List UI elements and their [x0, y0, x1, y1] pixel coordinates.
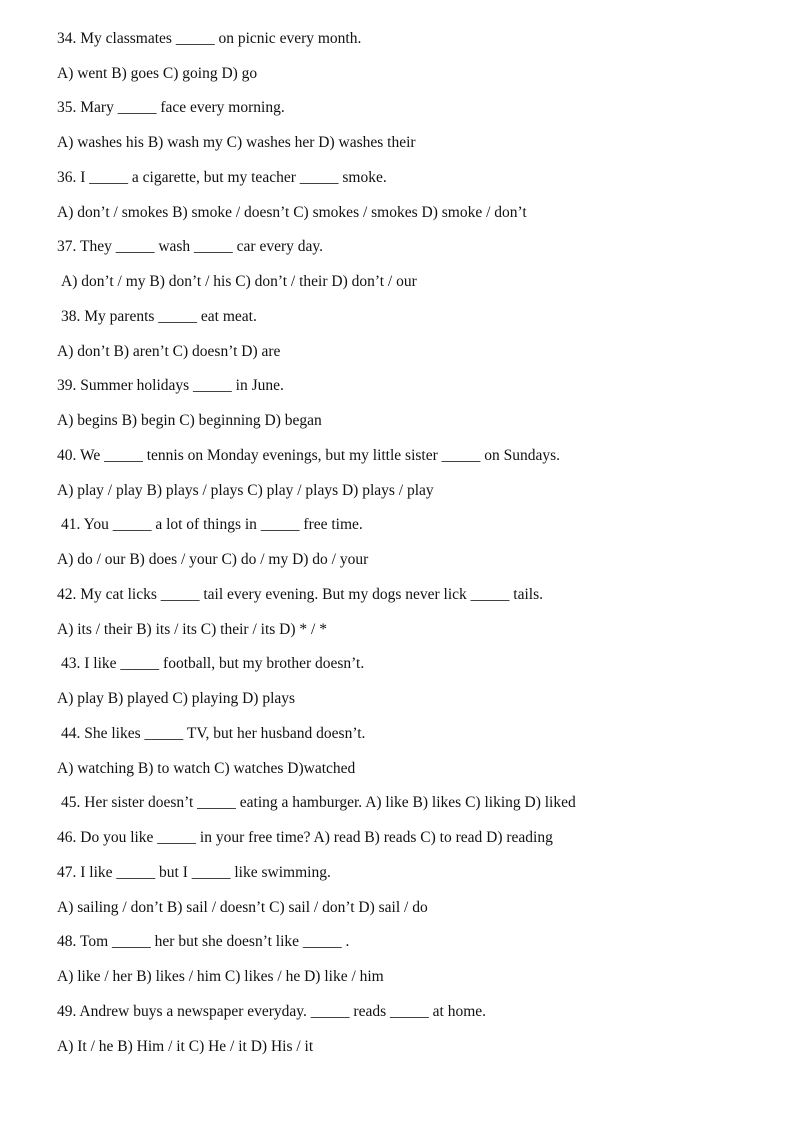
options-37: A) don’t / my B) don’t / his C) don’t / their D) don’t / our — [61, 273, 417, 290]
question-47: 47. I like _____ but I _____ like swimming. — [57, 864, 331, 881]
options-40: A) play / play B) plays / plays C) play / plays D) plays / play — [57, 482, 434, 499]
options-49: A) It / he B) Him / it C) He / it D) His / it — [57, 1038, 314, 1055]
options-44: A) watching B) to watch C) watches D)watched — [57, 760, 356, 777]
question-44: 44. She likes _____ TV, but her husband doesn’t. — [61, 725, 366, 742]
options-47: A) sailing / don’t B) sail / doesn’t C) sail / don’t D) sail / do — [57, 899, 428, 916]
question-41: 41. You _____ a lot of things in _____ free time. — [61, 516, 363, 533]
options-35: A) washes his B) wash my C) washes her D) washes their — [57, 134, 416, 151]
question-43: 43. I like _____ football, but my brother doesn’t. — [61, 655, 365, 672]
question-40: 40. We _____ tennis on Monday evenings, but my little sister _____ on Sundays. — [57, 447, 561, 464]
options-38: A) don’t B) aren’t C) doesn’t D) are — [57, 343, 281, 360]
question-36: 36. I _____ a cigarette, but my teacher _____ smoke. — [57, 169, 387, 186]
options-43: A) play B) played C) playing D) plays — [57, 690, 296, 707]
options-39: A) begins B) begin C) beginning D) began — [57, 412, 322, 429]
question-38: 38. My parents _____ eat meat. — [61, 308, 257, 325]
options-41: A) do / our B) does / your C) do / my D) do / your — [57, 551, 369, 568]
question-49: 49. Andrew buys a newspaper everyday. _____ reads _____ at home. — [57, 1003, 487, 1020]
question-37: 37. They _____ wash _____ car every day. — [57, 238, 324, 255]
question-48: 48. Tom _____ her but she doesn’t like _____ . — [57, 933, 350, 950]
question-34: 34. My classmates _____ on picnic every month. — [57, 30, 362, 47]
question-45: 45. Her sister doesn’t _____ eating a hamburger. A) like B) likes C) liking D) liked — [61, 794, 576, 811]
options-48: A) like / her B) likes / him C) likes / he D) like / him — [57, 968, 384, 985]
question-42: 42. My cat licks _____ tail every evening. But my dogs never lick _____ tails. — [57, 586, 544, 603]
options-42: A) its / their B) its / its C) their / its D) * / * — [57, 621, 327, 638]
options-36: A) don’t / smokes B) smoke / doesn’t C) smokes / smokes D) smoke / don’t — [57, 204, 527, 221]
question-39: 39. Summer holidays _____ in June. — [57, 377, 284, 394]
options-34: A) went B) goes C) going D) go — [57, 65, 258, 82]
question-46: 46. Do you like _____ in your free time? A) read B) reads C) to read D) reading — [57, 829, 553, 846]
question-35: 35. Mary _____ face every morning. — [57, 99, 285, 116]
